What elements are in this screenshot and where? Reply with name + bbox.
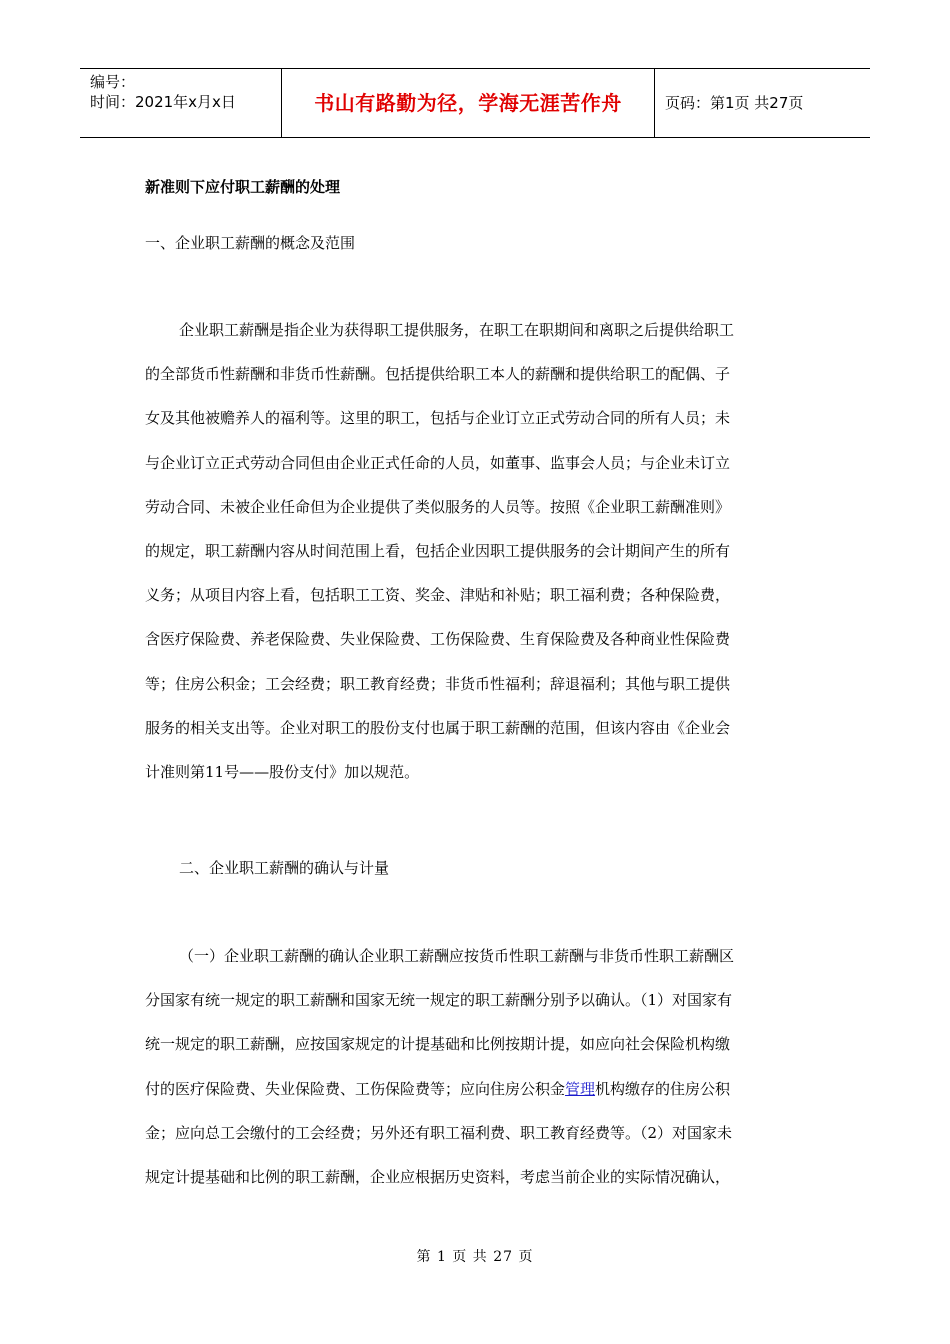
document-header <box>80 68 870 138</box>
section-heading-2: 二、企业职工薪酬的确认与计量 <box>179 859 390 877</box>
document-title: 新准则下应付职工薪酬的处理 <box>145 178 341 196</box>
paragraph-line: 服务的相关支出等。企业对职工的股份支付也属于职工薪酬的范围，但该内容由《企业会 <box>145 718 731 737</box>
paragraph-line: 义务；从项目内容上看，包括职工工资、奖金、津贴和补贴；职工福利费；各种保险费， <box>145 586 731 605</box>
header-page-code: 页码：第1页 共27页 <box>665 94 804 112</box>
paragraph-line: 与企业订立正式劳动合同但由企业正式任命的人员，如董事、监事会人员；与企业未订立 <box>145 453 731 472</box>
paragraph-line: 劳动合同、未被企业任命但为企业提供了类似服务的人员等。按照《企业职工薪酬准则》 <box>145 497 731 516</box>
section-heading-1: 一、企业职工薪酬的概念及范围 <box>145 234 356 252</box>
paragraph-line: 等；住房公积金；工会经费；职工教育经费；非货币性福利；辞退福利；其他与职工提供 <box>145 674 731 693</box>
paragraph-1 <box>145 316 800 802</box>
paragraph-line: 规定计提基础和比例的职工薪酬，企业应根据历史资料，考虑当前企业的实际情况确认， <box>145 1167 731 1186</box>
header-motto: 书山有路勤为径，学海无涯苦作舟 <box>282 69 655 137</box>
paragraph-line: 分国家有统一规定的职工薪酬和国家无统一规定的职工薪酬分别予以确认。（1）对国家有 <box>145 991 733 1010</box>
header-meta-cell <box>80 69 282 137</box>
paragraph-line: 的规定，职工薪酬内容从时间范围上看，包括企业因职工提供服务的会计期间产生的所有 <box>145 541 731 560</box>
paragraph-line: 的全部货币性薪酬和非货币性薪酬。包括提供给职工本人的薪酬和提供给职工的配偶、子 <box>145 365 731 384</box>
text-segment: 付的医疗保险费、失业保险费、工伤保险费等；应向住房公积金 <box>145 1079 566 1098</box>
text-segment: 机构缴存的住房公积 <box>595 1079 731 1098</box>
paragraph-2 <box>145 942 800 1207</box>
page-footer: 第 1 页 共 27 页 <box>416 1249 534 1265</box>
paragraph-line: （一）企业职工薪酬的确认企业职工薪酬应按货币性职工薪酬与非货币性职工薪酬区 <box>179 947 735 965</box>
paragraph-line: 计准则第11号——股份支付》加以规范。 <box>145 762 420 781</box>
paragraph-line: 女及其他被赡养人的福利等。这里的职工，包括与企业订立正式劳动合同的所有人员；未 <box>145 409 731 428</box>
paragraph-line: 统一规定的职工薪酬，应按国家规定的计提基础和比例按期计提，如应向社会保险机构缴 <box>145 1035 731 1054</box>
paragraph-line: 金；应向总工会缴付的工会经费；另外还有职工福利费、职工教育经费等。（2）对国家未 <box>145 1123 733 1142</box>
management-link[interactable]: 管理 <box>565 1079 596 1098</box>
number-label: 编号： <box>90 73 136 91</box>
paragraph-line: 企业职工薪酬是指企业为获得职工提供服务，在职工在职期间和离职之后提供给职工 <box>179 321 735 339</box>
paragraph-line: 含医疗保险费、养老保险费、失业保险费、工伤保险费、生育保险费及各种商业性保险费 <box>145 630 731 649</box>
paragraph-line <box>145 1075 800 1119</box>
time-label: 时间：2021年x月x日 <box>90 93 236 111</box>
